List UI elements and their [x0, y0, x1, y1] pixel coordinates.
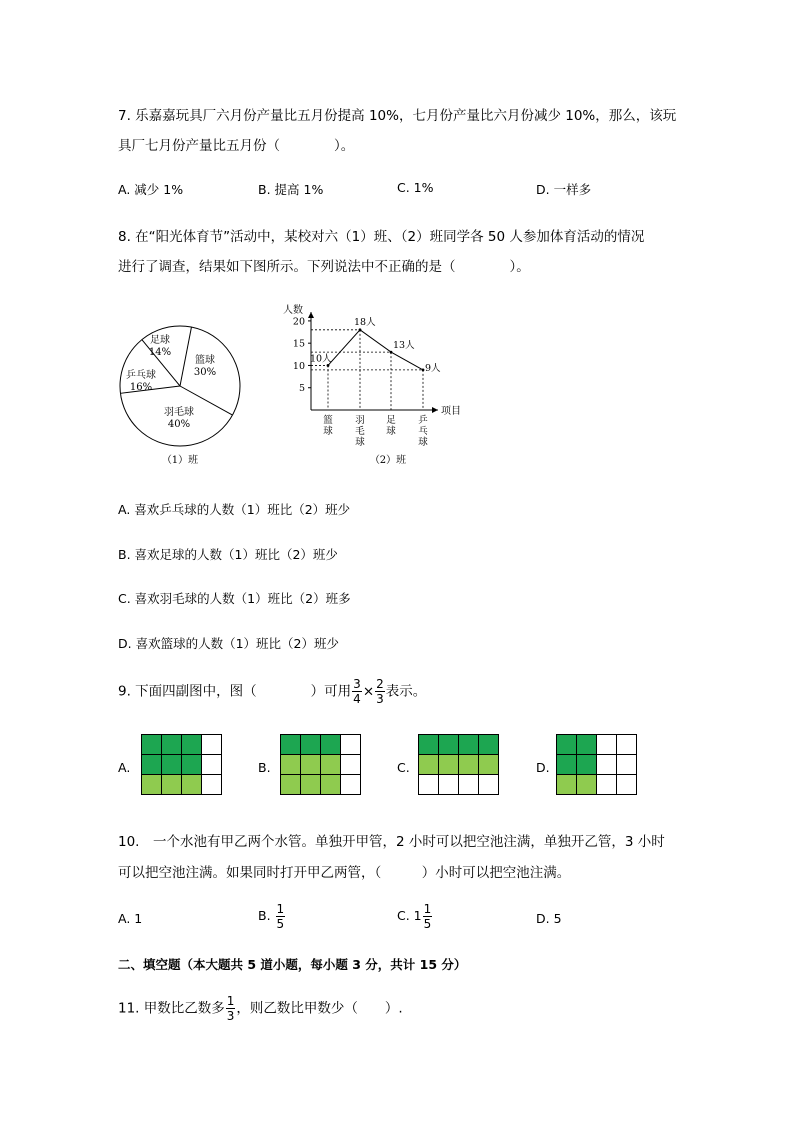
q10-option-a: A. 1 [118, 911, 143, 926]
x-tick-label: 球 [355, 437, 365, 448]
data-point [390, 351, 393, 354]
grid-cell-empty [341, 755, 361, 775]
chart-title: （2）班 [369, 455, 407, 466]
q8-line2: 进行了调查，结果如下图所示。下列说法中不正确的是（ ）。 [118, 259, 530, 275]
q7-option-d: D. 一样多 [536, 182, 592, 197]
grid-cell-dark [182, 735, 202, 755]
grid-cell-light [321, 775, 341, 795]
grid-cell-dark [479, 735, 499, 755]
grid-cell-empty [341, 735, 361, 755]
q8-option-c: C. 喜欢羽毛球的人数（1）班比（2）班多 [118, 591, 351, 606]
pie-value-badminton: 40% [167, 419, 191, 430]
grid-cell-light [281, 755, 301, 775]
q11-question: 11. 甲数比乙数多 $\frac{1}{3}$ ，则乙数比甲数少（ ）. [118, 994, 403, 1023]
grid-cell-light [419, 755, 439, 775]
grid-cell-empty [597, 775, 617, 795]
grid-cell-empty [617, 755, 637, 775]
grid-cell-dark [577, 735, 597, 755]
grid-cell-dark [142, 755, 162, 775]
grid-cell-empty [439, 775, 459, 795]
grid-cell-dark [419, 735, 439, 755]
grid-cell-empty [202, 735, 222, 755]
grid-cell-dark [557, 735, 577, 755]
grid-cell-light [301, 755, 321, 775]
grid-cell-dark [162, 735, 182, 755]
x-tick-label: 乒 [418, 415, 428, 426]
q10-option-c: C. 1 $\frac{1}{5}$ [397, 902, 432, 931]
grid-cell-dark [142, 735, 162, 755]
pie-value-pingpong: 16% [129, 382, 153, 393]
y-axis-label: 人数 [283, 305, 303, 316]
data-label: 18人 [354, 316, 376, 328]
q9-suffix: 表示。 [385, 683, 427, 700]
y-tick-label: 10 [292, 360, 305, 372]
q9-question [118, 678, 426, 705]
grid-cell-light [557, 775, 577, 795]
data-point [422, 369, 425, 372]
q9-figure-label: C. [397, 760, 410, 775]
pie-label-badminton: 羽毛球 [164, 407, 194, 418]
grid-cell-empty [341, 775, 361, 795]
q7-option-b: B. 提高 1% [258, 182, 324, 197]
y-tick-label: 20 [292, 316, 305, 328]
grid-cell-light [142, 775, 162, 795]
grid-cell-dark [281, 735, 301, 755]
line-chart-class2 [278, 300, 478, 470]
data-label: 10人 [310, 353, 332, 365]
x-tick-label: 球 [386, 426, 396, 437]
data-label: 13人 [393, 340, 415, 352]
q10-option-d: D. 5 [536, 911, 562, 926]
grid-cell-dark [459, 735, 479, 755]
x-axis-label: 项目 [441, 406, 461, 417]
grid-cell-light [479, 755, 499, 775]
q7-option-c: C. 1% [397, 180, 434, 195]
q8-option-b: B. 喜欢足球的人数（1）班比（2）班少 [118, 547, 338, 562]
x-tick-label: 篮 [323, 415, 333, 426]
q7-line1: 7. 乐嘉嘉玩具厂六月份产量比五月份提高 10%，七月份产量比六月份减少 10%，那么，该玩 [118, 108, 677, 124]
q10-line2: 可以把空池注满。如果同时打开甲乙两管，（ ）小时可以把空池注满。 [118, 865, 571, 881]
pie-chart-class1 [112, 318, 252, 468]
grid-cell-empty [597, 735, 617, 755]
pie-label-football: 足球 [150, 335, 170, 346]
x-axis-arrow [432, 407, 438, 413]
q9-fraction-2: $\frac{2}{3}$ [376, 677, 384, 706]
pie-label-pingpong: 乒乓球 [126, 370, 156, 381]
q9-figure-grid [280, 734, 361, 795]
q9-times: × [362, 683, 375, 700]
grid-cell-empty [479, 775, 499, 795]
q8-line1: 8. 在“阳光体育节”活动中，某校对六（1）班、（2）班同学各 50 人参加体育活动的情况 [118, 229, 645, 245]
q7-line2: 具厂七月份产量比五月份（ ）。 [118, 138, 355, 154]
grid-cell-light [459, 755, 479, 775]
q9-figure-grid [418, 734, 499, 795]
grid-cell-dark [301, 735, 321, 755]
grid-cell-empty [202, 775, 222, 795]
x-tick-label: 球 [418, 437, 428, 448]
pie-label-basketball: 篮球 [195, 355, 215, 366]
grid-cell-light [301, 775, 321, 795]
q9-fraction-1: $\frac{3}{4}$ [353, 677, 361, 706]
grid-cell-light [182, 775, 202, 795]
q9-figure-label: B. [258, 760, 271, 775]
q10-line1: 10. 一个水池有甲乙两个水管。单独开甲管，2 小时可以把空池注满，单独开乙管，3 小时 [118, 834, 665, 850]
x-tick-label: 毛 [355, 426, 365, 437]
q9-figure-label: D. [536, 760, 550, 775]
grid-cell-empty [597, 755, 617, 775]
q9-figure-grid [556, 734, 637, 795]
data-label: 9人 [425, 362, 441, 374]
q9-figure-grid [141, 734, 222, 795]
y-axis-arrow [308, 312, 314, 318]
grid-cell-empty [617, 735, 637, 755]
data-point [327, 364, 330, 367]
grid-cell-empty [617, 775, 637, 795]
q8-option-d: D. 喜欢篮球的人数（1）班比（2）班少 [118, 636, 339, 651]
grid-cell-dark [557, 755, 577, 775]
q8-option-a: A. 喜欢乒乓球的人数（1）班比（2）班少 [118, 502, 351, 517]
q9-figure-label: A. [118, 760, 131, 775]
pie-title: （1）班 [161, 455, 199, 466]
x-tick-label: 乓 [418, 426, 428, 437]
grid-cell-dark [162, 755, 182, 775]
x-tick-label: 球 [323, 426, 333, 437]
y-tick-label: 5 [298, 383, 305, 395]
grid-cell-empty [459, 775, 479, 795]
y-tick-label: 15 [292, 338, 305, 350]
grid-cell-light [281, 775, 301, 795]
section-2-heading: 二、填空题（本大题共 5 道小题，每小题 3 分，共计 15 分） [118, 957, 467, 972]
grid-cell-dark [182, 755, 202, 775]
grid-cell-dark [577, 755, 597, 775]
grid-cell-light [439, 755, 459, 775]
grid-cell-dark [321, 735, 341, 755]
grid-cell-dark [439, 735, 459, 755]
grid-cell-light [577, 775, 597, 795]
grid-cell-empty [419, 775, 439, 795]
q10-option-b: B. $\frac{1}{5}$ [258, 902, 285, 931]
x-tick-label: 羽 [355, 415, 365, 426]
q9-prefix: 9. 下面四副图中，图（ ）可用 [118, 683, 352, 700]
grid-cell-light [162, 775, 182, 795]
q7-option-a: A. 减少 1% [118, 182, 184, 197]
q11-fraction: $\frac{1}{3}$ [226, 994, 235, 1023]
grid-cell-empty [202, 755, 222, 775]
pie-value-basketball: 30% [193, 367, 217, 378]
x-tick-label: 足 [386, 415, 396, 426]
grid-cell-light [321, 755, 341, 775]
pie-value-football: 14% [148, 347, 172, 358]
data-point [359, 328, 362, 331]
